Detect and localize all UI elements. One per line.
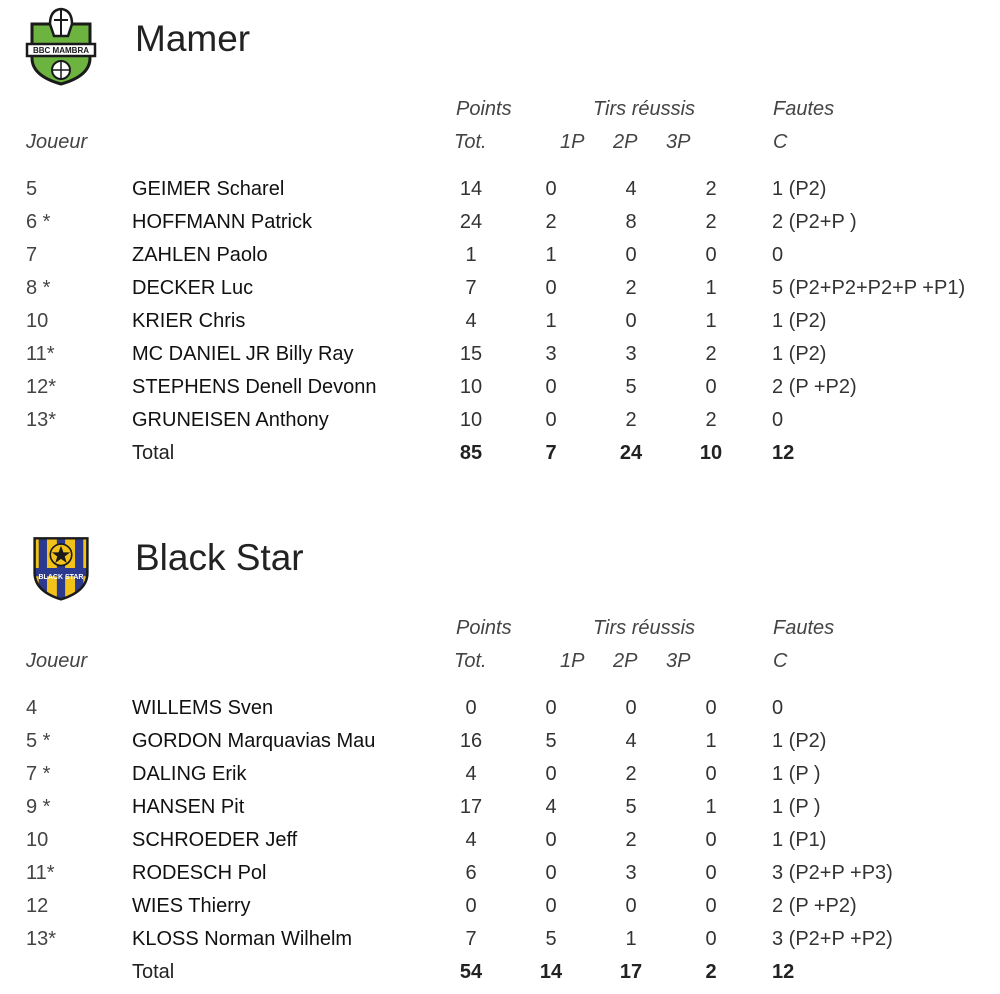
shots-3p: 0	[705, 829, 717, 851]
table-row	[0, 763, 1000, 796]
shots-2p: 3	[625, 343, 637, 365]
total-2p: 24	[619, 442, 643, 464]
shots-1p: 1	[545, 310, 557, 332]
header-tot: Tot.	[454, 131, 487, 153]
points-total: 0	[465, 697, 477, 719]
shots-2p: 2	[625, 409, 637, 431]
shots-2p: 3	[625, 862, 637, 884]
shots-1p: 5	[545, 928, 557, 950]
player-name: MC DANIEL JR Billy Ray	[132, 343, 354, 365]
player-number: 6 *	[26, 211, 51, 233]
shots-2p: 5	[625, 376, 637, 398]
points-total: 0	[465, 895, 477, 917]
shots-3p: 0	[705, 763, 717, 785]
black-star-logo	[30, 535, 92, 601]
player-name: GORDON Marquavias Mau	[132, 730, 376, 752]
points-total: 16	[459, 730, 483, 752]
player-name: GRUNEISEN Anthony	[132, 409, 329, 431]
fouls: 1 (P2)	[772, 343, 827, 365]
fouls: 1 (P1)	[772, 829, 827, 851]
header-fautes: Fautes	[773, 617, 835, 639]
shots-1p: 0	[545, 829, 557, 851]
shots-1p: 4	[545, 796, 557, 818]
header-tot: Tot.	[454, 650, 487, 672]
table-row	[0, 310, 1000, 343]
player-name: WILLEMS Sven	[132, 697, 274, 719]
shots-1p: 2	[545, 211, 557, 233]
header-2p: 2P	[613, 131, 638, 153]
shots-2p: 8	[625, 211, 637, 233]
player-number: 13*	[26, 928, 57, 950]
table-row	[0, 277, 1000, 310]
shots-3p: 2	[705, 409, 717, 431]
fouls: 1 (P2)	[772, 178, 827, 200]
fouls: 1 (P )	[772, 763, 821, 785]
player-name: DECKER Luc	[132, 277, 254, 299]
player-number: 10	[26, 829, 49, 851]
total-1p: 14	[539, 961, 563, 983]
shots-3p: 0	[705, 376, 717, 398]
player-number: 12*	[26, 376, 57, 398]
total-row	[0, 442, 1000, 475]
player-name: RODESCH Pol	[132, 862, 267, 884]
team-name: Black Star	[135, 537, 304, 578]
fouls: 2 (P +P2)	[772, 376, 857, 398]
total-fouls: 12	[772, 442, 795, 464]
shots-3p: 1	[705, 310, 717, 332]
points-total: 4	[465, 829, 477, 851]
table-row	[0, 409, 1000, 442]
player-number: 8 *	[26, 277, 51, 299]
shots-2p: 2	[625, 277, 637, 299]
shots-3p: 1	[705, 277, 717, 299]
points-total: 10	[459, 409, 483, 431]
header-2p: 2P	[613, 650, 638, 672]
player-number: 5	[26, 178, 38, 200]
fouls: 1 (P )	[772, 796, 821, 818]
shots-3p: 1	[705, 796, 717, 818]
header-3p: 3P	[666, 650, 691, 672]
header-tirs-reussis: Tirs réussis	[593, 617, 696, 639]
shots-2p: 4	[625, 178, 637, 200]
player-number: 10	[26, 310, 49, 332]
points-total: 7	[465, 928, 477, 950]
fouls: 0	[772, 409, 784, 431]
player-number: 7 *	[26, 763, 51, 785]
shots-1p: 5	[545, 730, 557, 752]
table-row	[0, 796, 1000, 829]
player-number: 12	[26, 895, 49, 917]
header-c: C	[773, 131, 788, 153]
fouls: 5 (P2+P2+P2+P +P1)	[772, 277, 966, 299]
header-1p: 1P	[560, 131, 585, 153]
shots-2p: 4	[625, 730, 637, 752]
player-name: HOFFMANN Patrick	[132, 211, 312, 233]
total-points: 85	[459, 442, 483, 464]
shots-3p: 0	[705, 928, 717, 950]
shots-3p: 2	[705, 178, 717, 200]
shots-1p: 0	[545, 763, 557, 785]
player-name: GEIMER Scharel	[132, 178, 285, 200]
points-total: 1	[465, 244, 477, 266]
shots-3p: 0	[705, 244, 717, 266]
table-row	[0, 895, 1000, 928]
table-row	[0, 697, 1000, 730]
points-total: 15	[459, 343, 483, 365]
table-row	[0, 376, 1000, 409]
header-tirs-reussis: Tirs réussis	[593, 98, 696, 120]
total-1p: 7	[545, 442, 557, 464]
logo-banner-text: BBC MAMBRA	[33, 46, 89, 55]
shots-2p: 1	[625, 928, 637, 950]
table-row	[0, 829, 1000, 862]
player-name: DALING Erik	[132, 763, 247, 785]
player-number: 13*	[26, 409, 57, 431]
player-name: KLOSS Norman Wilhelm	[132, 928, 353, 950]
shots-1p: 0	[545, 376, 557, 398]
table-row	[0, 730, 1000, 763]
player-number: 4	[26, 697, 38, 719]
points-total: 4	[465, 310, 477, 332]
points-total: 4	[465, 763, 477, 785]
shots-2p: 0	[625, 244, 637, 266]
shots-3p: 0	[705, 697, 717, 719]
table-row	[0, 211, 1000, 244]
shots-2p: 2	[625, 829, 637, 851]
shots-3p: 0	[705, 862, 717, 884]
shots-2p: 0	[625, 310, 637, 332]
header-c: C	[773, 650, 788, 672]
shots-2p: 0	[625, 697, 637, 719]
player-number: 11*	[26, 343, 55, 365]
header-points: Points	[456, 617, 512, 639]
table-row	[0, 178, 1000, 211]
shots-1p: 1	[545, 244, 557, 266]
points-total: 7	[465, 277, 477, 299]
points-total: 24	[459, 211, 483, 233]
fouls: 1 (P2)	[772, 310, 827, 332]
shots-3p: 2	[705, 343, 717, 365]
total-fouls: 12	[772, 961, 795, 983]
total-row	[0, 961, 1000, 994]
header-1p: 1P	[560, 650, 585, 672]
fouls: 2 (P +P2)	[772, 895, 857, 917]
fouls: 2 (P2+P )	[772, 211, 857, 233]
total-points: 54	[459, 961, 483, 983]
fouls: 1 (P2)	[772, 730, 827, 752]
shots-3p: 1	[705, 730, 717, 752]
header-joueur: Joueur	[26, 131, 88, 153]
player-name: WIES Thierry	[132, 895, 251, 917]
player-number: 9 *	[26, 796, 51, 818]
player-number: 5 *	[26, 730, 51, 752]
player-name: HANSEN Pit	[132, 796, 245, 818]
shots-1p: 0	[545, 895, 557, 917]
player-number: 11*	[26, 862, 55, 884]
shots-1p: 3	[545, 343, 557, 365]
shots-2p: 0	[625, 895, 637, 917]
fouls: 3 (P2+P +P2)	[772, 928, 893, 950]
total-label: Total	[132, 442, 175, 464]
player-name: KRIER Chris	[132, 310, 246, 332]
player-number: 7	[26, 244, 38, 266]
table-row	[0, 244, 1000, 277]
table-row	[0, 343, 1000, 376]
logo-banner-text: BLACK STAR	[38, 574, 84, 581]
header-joueur: Joueur	[26, 650, 88, 672]
shots-1p: 0	[545, 862, 557, 884]
shots-1p: 0	[545, 409, 557, 431]
table-row	[0, 928, 1000, 961]
shots-1p: 0	[545, 697, 557, 719]
player-name: STEPHENS Denell Devonn	[132, 376, 377, 398]
total-3p: 10	[699, 442, 723, 464]
table-row	[0, 862, 1000, 895]
header-points: Points	[456, 98, 512, 120]
shots-1p: 0	[545, 178, 557, 200]
total-2p: 17	[619, 961, 643, 983]
shots-1p: 0	[545, 277, 557, 299]
points-total: 6	[465, 862, 477, 884]
player-name: ZAHLEN Paolo	[132, 244, 268, 266]
shots-2p: 5	[625, 796, 637, 818]
fouls: 3 (P2+P +P3)	[772, 862, 893, 884]
shots-3p: 0	[705, 895, 717, 917]
header-3p: 3P	[666, 131, 691, 153]
total-label: Total	[132, 961, 175, 983]
header-fautes: Fautes	[773, 98, 835, 120]
total-3p: 2	[705, 961, 717, 983]
shots-2p: 2	[625, 763, 637, 785]
team-name: Mamer	[135, 18, 251, 59]
fouls: 0	[772, 697, 784, 719]
points-total: 10	[459, 376, 483, 398]
points-total: 14	[459, 178, 483, 200]
shots-3p: 2	[705, 211, 717, 233]
fouls: 0	[772, 244, 784, 266]
points-total: 17	[459, 796, 483, 818]
player-name: SCHROEDER Jeff	[132, 829, 298, 851]
